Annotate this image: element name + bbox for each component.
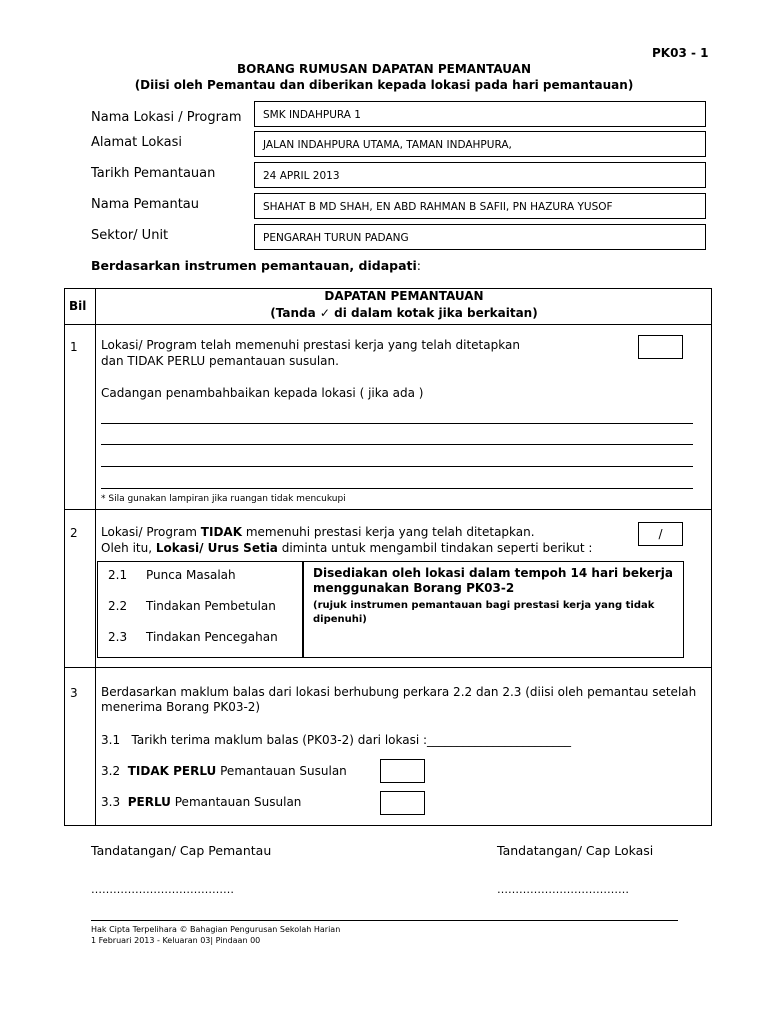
row3-line2: menerima Borang PK03-2): [101, 700, 261, 714]
followup-item-3-2: 3.2 TIDAK PERLU Pemantauan Susulan: [101, 764, 347, 778]
signature-line-monitor[interactable]: …………………………………: [91, 883, 234, 896]
form-title: BORANG RUMUSAN DAPATAN PEMANTAUAN: [237, 62, 531, 76]
row2-line2: Oleh itu, Lokasi/ Urus Setia diminta untuk mengambil tindakan seperti berikut :: [101, 541, 593, 555]
row3-number: 3: [70, 686, 78, 700]
suggestion-line-2[interactable]: [101, 444, 693, 445]
row2-number: 2: [70, 526, 78, 540]
suggestion-line-1[interactable]: [101, 423, 693, 424]
actions-reference-note: (rujuk instrumen pemantauan bagi prestasi kerja yang tidak dipenuhi): [313, 600, 655, 625]
footer-divider: [91, 920, 678, 921]
row1-line1: Lokasi/ Program telah memenuhi prestasi kerja yang telah ditetapkan: [101, 338, 520, 352]
row2-checkbox[interactable]: /: [638, 522, 683, 546]
field-label-date: Tarikh Pemantauan: [91, 166, 216, 181]
field-monitor[interactable]: SHAHAT B MD SHAH, EN ABD RAHMAN B SAFII, PN HAZURA YUSOF: [254, 193, 706, 219]
table-row-divider-2: [64, 667, 712, 668]
row1-checkbox[interactable]: [638, 335, 683, 359]
document-code: PK03 - 1: [652, 46, 709, 60]
received-date-blank[interactable]: ________________________: [427, 733, 572, 747]
followup-required-checkbox[interactable]: [380, 791, 425, 815]
field-sector[interactable]: PENGARAH TURUN PADANG: [254, 224, 706, 250]
row1-line2: dan TIDAK PERLU pemantauan susulan.: [101, 354, 339, 368]
table-row-divider-1: [64, 509, 712, 510]
action-item-2-1: 2.1 Punca Masalah: [108, 568, 236, 582]
followup-item-3-1: 3.1 Tarikh terima maklum balas (PK03-2) dari lokasi :________________________: [101, 733, 572, 747]
actions-box-divider: [302, 561, 304, 658]
field-date[interactable]: 24 APRIL 2013: [254, 162, 706, 188]
column-header-title: DAPATAN PEMANTAUAN: [324, 289, 484, 303]
row2-line1: Lokasi/ Program TIDAK memenuhi prestasi kerja yang telah ditetapkan.: [101, 525, 535, 539]
field-address[interactable]: JALAN INDAHPURA UTAMA, TAMAN INDAHPURA,: [254, 131, 706, 157]
column-header-subtitle: (Tanda ✓ di dalam kotak jika berkaitan): [270, 306, 538, 320]
no-followup-checkbox[interactable]: [380, 759, 425, 783]
field-label-monitor: Nama Pemantau: [91, 197, 199, 212]
suggestion-line-4[interactable]: [101, 488, 693, 489]
action-item-2-2: 2.2 Tindakan Pembetulan: [108, 599, 276, 613]
suggestion-line-3[interactable]: [101, 466, 693, 467]
field-label-address: Alamat Lokasi: [91, 135, 182, 150]
footer-copyright: Hak Cipta Terpelihara © Bahagian Pengurusan Sekolah Harian: [91, 925, 341, 934]
signature-label-monitor: Tandatangan/ Cap Pemantau: [91, 843, 272, 858]
form-subtitle: (Diisi oleh Pemantau dan diberikan kepada lokasi pada hari pemantauan): [134, 78, 634, 92]
action-item-2-3: 2.3 Tindakan Pencegahan: [108, 630, 278, 644]
table-column-divider: [95, 288, 96, 826]
field-label-sector: Sektor/ Unit: [91, 228, 169, 243]
field-location[interactable]: SMK INDAHPURA 1: [254, 101, 706, 127]
row1-note: * Sila gunakan lampiran jika ruangan tidak mencukupi: [101, 494, 346, 504]
followup-item-3-3: 3.3 PERLU Pemantauan Susulan: [101, 795, 302, 809]
row1-suggestion-label: Cadangan penambahbaikan kepada lokasi ( jika ada ): [101, 386, 424, 400]
column-header-bil: Bil: [69, 299, 87, 313]
table-header-divider: [64, 324, 712, 325]
actions-instruction: Disediakan oleh lokasi dalam tempoh 14 hari bekerja menggunakan Borang PK03-2: [313, 566, 673, 595]
row3-line1: Berdasarkan maklum balas dari lokasi berhubung perkara 2.2 dan 2.3 (diisi oleh pemantau setelah: [101, 685, 697, 699]
signature-line-location[interactable]: ………………………………: [497, 883, 629, 896]
footer-revision: 1 Februari 2013 - Keluaran 03| Pindaan 00: [91, 936, 261, 945]
row1-number: 1: [70, 340, 78, 354]
signature-label-location: Tandatangan/ Cap Lokasi: [497, 843, 654, 858]
intro-text: Berdasarkan instrumen pemantauan, didapati:: [91, 258, 422, 273]
field-label-location: Nama Lokasi / Program: [91, 110, 242, 125]
